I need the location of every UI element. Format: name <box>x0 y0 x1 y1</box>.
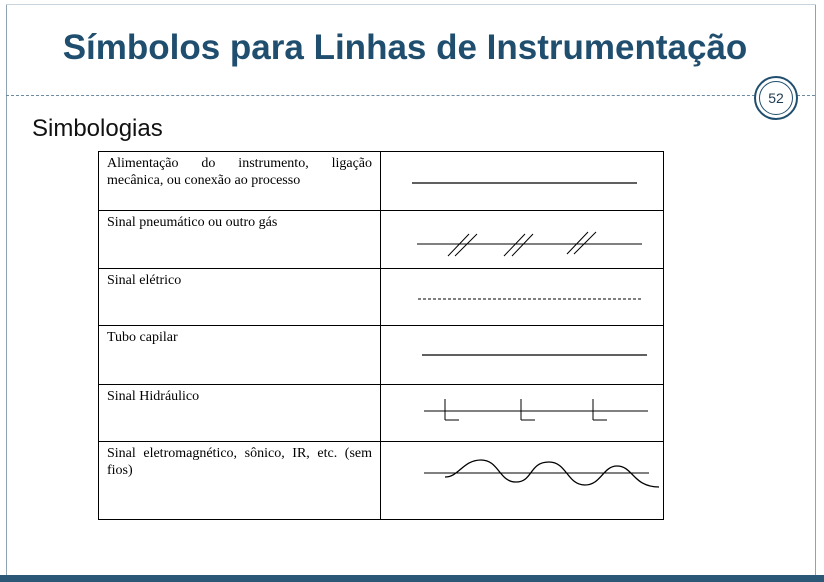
row-description: Sinal pneumático ou outro gás <box>99 211 381 269</box>
row-symbol-cell <box>381 152 664 211</box>
footer-accent-bar <box>0 575 824 582</box>
table-row <box>99 442 664 520</box>
table-row <box>99 152 664 211</box>
table-row <box>99 385 664 442</box>
wireless-wave-icon <box>381 442 663 518</box>
dashed-line-icon <box>381 269 663 324</box>
row-symbol-cell <box>381 385 664 442</box>
row-description: Tubo capilar <box>99 326 381 385</box>
table-row <box>99 211 664 269</box>
table-row <box>99 269 664 326</box>
slide-title: Símbolos para Linhas de Instrumentação <box>62 28 748 67</box>
row-description: Alimentação do instrumento, ligação mecânica, ou conexão ao processo <box>99 152 381 211</box>
page-number: 52 <box>759 81 793 115</box>
row-symbol-cell <box>381 211 664 269</box>
row-symbol-cell <box>381 269 664 326</box>
slide-frame-right <box>815 4 816 578</box>
capillary-line-icon <box>381 326 663 383</box>
symbols-table <box>98 151 664 520</box>
page-number-badge <box>754 76 798 120</box>
pneumatic-line-icon <box>381 211 663 267</box>
slide-frame-top <box>6 4 816 5</box>
table-row <box>99 326 664 385</box>
row-description: Sinal Hidráulico <box>99 385 381 442</box>
title-divider <box>6 95 815 96</box>
slide-frame-left <box>6 4 7 578</box>
hydraulic-line-icon <box>381 385 663 440</box>
row-symbol-cell <box>381 326 664 385</box>
solid-line-icon <box>381 152 663 209</box>
section-subtitle: Simbologias <box>32 115 163 142</box>
row-description: Sinal elétrico <box>99 269 381 326</box>
row-symbol-cell <box>381 442 664 520</box>
row-description: Sinal eletromagnético, sônico, IR, etc. (sem fios) <box>99 442 381 520</box>
